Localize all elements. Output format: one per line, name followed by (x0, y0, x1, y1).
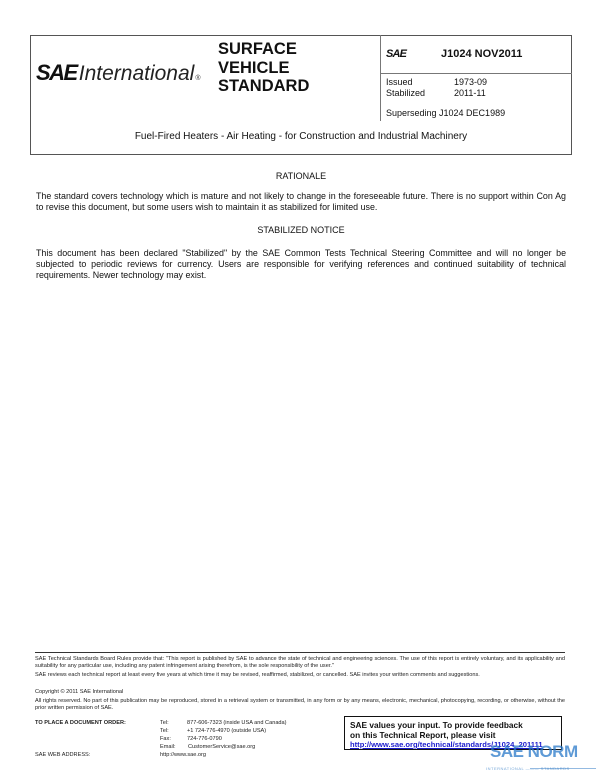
section-heading-stabilized-notice: STABILIZED NOTICE (257, 225, 345, 235)
footer-rule (35, 652, 565, 653)
superseding-note: Superseding J1024 DEC1989 (386, 108, 506, 118)
document-type (218, 40, 309, 96)
board-rules-text: SAE Technical Standards Board Rules provide that: "This report is published by SAE to advance the state of technical and engineering sciences. The use of this report is entirely voluntary, and its applicability and suitability for any particular use, including any patent infringement arising therefrom, is the sole responsibility of the user." (35, 656, 565, 669)
rights-text: All rights reserved. No part of this publication may be reproduced, stored in a retrieval system or transmitted, in any form or by any means, electronic, mechanical, photocopying, recording, or otherwise, without the prior written permission of SAE. (35, 698, 565, 711)
logo-mark: SAE (36, 60, 77, 85)
doc-type-line: VEHICLE (218, 58, 290, 77)
document-title: Fuel-Fired Heaters - Air Heating - for Construction and Industrial Machinery (134, 131, 468, 142)
registered-mark: ® (195, 75, 201, 82)
watermark (486, 742, 600, 776)
feedback-line-1: SAE values your input. To provide feedback (350, 720, 523, 730)
contact-key: Tel: (160, 720, 169, 726)
contact-value: +1 724-776-4970 (outside USA) (187, 728, 267, 734)
issued-value: 1973-09 (454, 77, 488, 87)
sae-mini-logo-icon: SAE (386, 48, 407, 60)
doc-type-line: STANDARD (218, 77, 310, 95)
feedback-line-2: on this Technical Report, please visit (350, 730, 496, 740)
issued-label: Issued (386, 77, 413, 87)
header-vertical-divider (380, 35, 381, 121)
watermark-subtext: INTERNATIONAL ——— STANDARDS (486, 766, 570, 771)
contact-key: Email: (160, 744, 176, 750)
contact-value: 724-776-0790 (187, 736, 222, 742)
header-horizontal-divider (380, 73, 572, 74)
contact-email-link[interactable]: CustomerService@sae.org (188, 744, 256, 750)
order-label: TO PLACE A DOCUMENT ORDER: (35, 720, 126, 726)
sae-international-logo (36, 60, 201, 86)
stabilized-value: 2011-11 (454, 88, 486, 98)
doc-type-line: SURFACE (218, 40, 297, 58)
contact-value: 877-606-7323 (inside USA and Canada) (187, 720, 287, 726)
web-address-link[interactable]: http://www.sae.org (160, 752, 207, 758)
feedback-link[interactable]: http://www.sae.org/technical/standards/J1024_201111 (350, 740, 543, 749)
section-heading-rationale: RATIONALE (275, 171, 327, 181)
web-address-label: SAE WEB ADDRESS: (35, 752, 91, 758)
logo-word: International (78, 62, 195, 85)
watermark-text: SAE NORM (490, 742, 578, 761)
stabilized-notice-body: This document has been declared "Stabilized" by the SAE Common Tests Technical Steering Committee and will no longer be subjected to periodic reviews for currency. Users are responsible for verifying references and continued suitability of technical requirements. Newer technology may exist. (36, 248, 566, 280)
rationale-body: The standard covers technology which is mature and not likely to change in the foreseeable future. There is no support within Con Ag to revise this document, but some users wish to maintain it as stabilized for limited use. (36, 191, 566, 212)
copyright-text: Copyright © 2011 SAE International (35, 689, 124, 695)
standard-id: J1024 NOV2011 (441, 48, 523, 60)
contact-key: Fax: (160, 736, 171, 742)
contact-key: Tel: (160, 728, 169, 734)
review-notice-text: SAE reviews each technical report at least every five years at which time it may be revised, reaffirmed, stabilized, or cancelled. SAE invites your written comments and suggestions. (35, 672, 480, 678)
stabilized-label: Stabilized (386, 88, 426, 98)
